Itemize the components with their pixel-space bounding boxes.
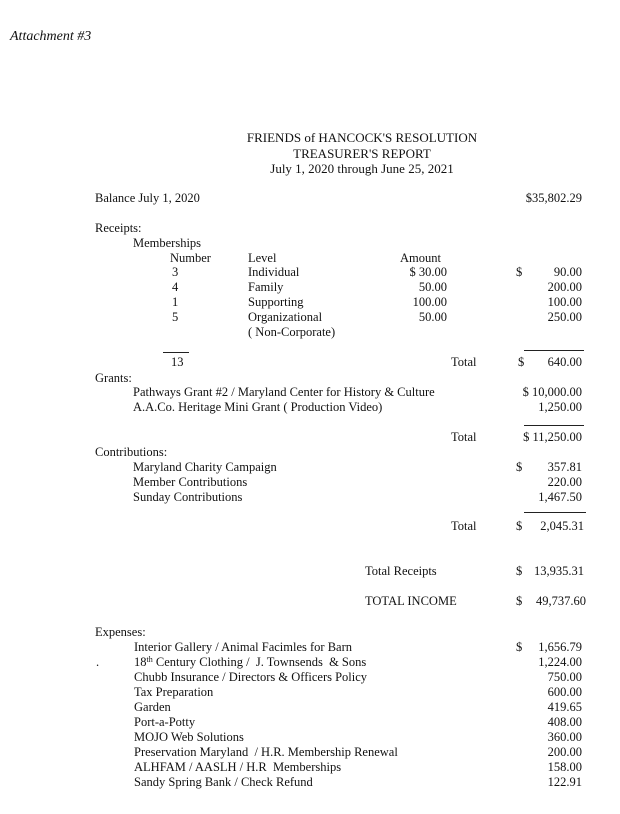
expense-item-amount: 200.00 (547, 745, 582, 759)
grants-total-label: Total (451, 430, 477, 444)
expense-item-name: ALHFAM / AASLH / H.R Memberships (134, 760, 342, 774)
expense-item-amount: 360.00 (547, 730, 582, 744)
membership-amount: 50.00 (418, 280, 447, 294)
total-receipts-amount: 13,935.31 (534, 564, 584, 578)
membership-level: Supporting (248, 295, 304, 309)
balance-label: Balance July 1, 2020 (95, 191, 200, 205)
expense-item-amount: 750.00 (547, 670, 582, 684)
contributions-total-rule (524, 512, 586, 513)
contribution-item-amount: 1,467.50 (538, 490, 582, 504)
membership-amount: $ 30.00 (409, 265, 447, 279)
grants-label: Grants: (95, 371, 132, 385)
membership-number: 3 (172, 265, 179, 279)
membership-level: Organizational (248, 310, 323, 324)
expenses-label: Expenses: (95, 625, 146, 639)
expense-item-amount: 158.00 (547, 760, 582, 774)
expense-item-name: Tax Preparation (134, 685, 214, 699)
contribution-item-amount: 357.81 (547, 460, 582, 474)
contributions-label: Contributions: (95, 445, 168, 459)
report-title: TREASURER'S REPORT (293, 146, 431, 161)
grant-item-name: A.A.Co. Heritage Mini Grant ( Production Video) (133, 400, 383, 414)
membership-number: 1 (172, 295, 179, 309)
expense-item-amount: 408.00 (547, 715, 582, 729)
membership-total-rule (524, 350, 584, 351)
grant-item-name: Pathways Grant #2 / Maryland Center for History & Culture (133, 385, 435, 399)
expense-item-name (134, 656, 366, 669)
contribution-item-name: Maryland Charity Campaign (133, 460, 277, 474)
contributions-total-amount: 2,045.31 (540, 519, 584, 533)
expense-item-amount: 419.65 (547, 700, 582, 714)
expense-item-name: Preservation Maryland / H.R. Membership Renewal (134, 745, 398, 759)
grants-total-amount: $ 11,250.00 (523, 430, 582, 444)
membership-amount: 100.00 (412, 295, 447, 309)
membership-level: Individual (248, 265, 300, 279)
expense-item-name: MOJO Web Solutions (134, 730, 244, 744)
expense-item-amount: 600.00 (547, 685, 582, 699)
expense-item-amount: 122.91 (547, 775, 582, 789)
membership-level: Family (248, 280, 284, 294)
membership-amount: 50.00 (418, 310, 447, 324)
balance-amount: $35,802.29 (525, 191, 582, 205)
total-receipts-dollar-sign: $ (516, 564, 523, 578)
receipts-label: Receipts: (95, 221, 142, 235)
contribution-dollar-sign: $ (516, 460, 523, 474)
attachment-label: Attachment #3 (10, 29, 92, 44)
memberships-label: Memberships (133, 236, 202, 250)
expense-item-text: Century Clothing / J. Townsends & Sons (152, 655, 367, 669)
column-header-number: Number (170, 251, 211, 265)
contributions-total-dollar-sign: $ (516, 519, 523, 533)
contribution-item-name: Sunday Contributions (133, 490, 243, 504)
membership-number: 4 (172, 280, 179, 294)
ordinal-suffix: th (146, 655, 153, 664)
expense-item-name: Port-a-Potty (134, 715, 196, 729)
expense-item-name: Interior Gallery / Animal Facimles for Barn (134, 640, 352, 654)
membership-dollar-sign: $ (516, 265, 523, 279)
contribution-item-amount: 220.00 (547, 475, 582, 489)
expense-item-name: Sandy Spring Bank / Check Refund (134, 775, 313, 789)
membership-total: 90.00 (553, 265, 582, 279)
membership-count-total: 13 (171, 355, 184, 369)
total-income-label: TOTAL INCOME (365, 594, 457, 608)
expense-item-name: Garden (134, 700, 171, 714)
grant-item-amount: 1,250.00 (538, 400, 582, 414)
total-income-amount: 49,737.60 (536, 594, 586, 608)
total-income-dollar-sign: $ (516, 594, 523, 608)
membership-total: 100.00 (547, 295, 582, 309)
century-ordinal: 18 (134, 655, 147, 669)
membership-note: ( Non-Corporate) (248, 325, 336, 339)
report-period: July 1, 2020 through June 25, 2021 (270, 161, 454, 176)
bullet-dot: . (96, 655, 100, 669)
expense-item-amount: 1,656.79 (538, 640, 582, 654)
membership-total-dollar-sign: $ (518, 355, 525, 369)
column-header-amount: Amount (400, 251, 441, 265)
organization-name: FRIENDS of HANCOCK'S RESOLUTION (246, 130, 478, 145)
grants-total-rule (524, 425, 584, 426)
column-header-level: Level (248, 251, 277, 265)
contributions-total-label: Total (451, 519, 477, 533)
membership-number: 5 (172, 310, 179, 324)
membership-total-amount: 640.00 (547, 355, 582, 369)
membership-total: 250.00 (547, 310, 582, 324)
expense-dollar-sign: $ (516, 640, 523, 654)
total-receipts-label: Total Receipts (365, 564, 437, 578)
expense-item-name: Chubb Insurance / Directors & Officers Policy (134, 670, 368, 684)
grant-item-amount: $ 10,000.00 (522, 385, 582, 399)
count-total-rule (163, 352, 189, 353)
expense-item-amount: 1,224.00 (538, 655, 582, 669)
membership-total-label: Total (451, 355, 477, 369)
contribution-item-name: Member Contributions (133, 475, 248, 489)
membership-total: 200.00 (547, 280, 582, 294)
